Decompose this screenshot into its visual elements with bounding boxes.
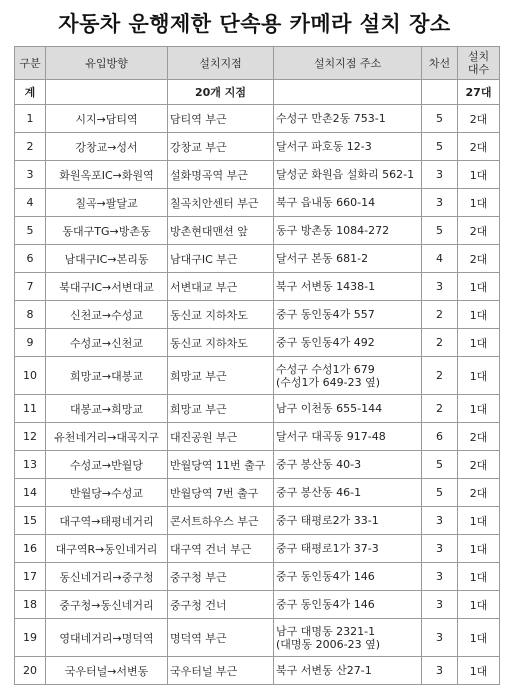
row-count: 2대 [458, 217, 500, 245]
row-site: 강창교 부근 [168, 133, 274, 161]
table-row [15, 657, 500, 685]
row-number: 8 [15, 301, 46, 329]
row-direction: 시지→담티역 [46, 105, 168, 133]
row-address-line2: (대명동 2006-23 옆) [276, 637, 381, 651]
row-lanes: 3 [422, 591, 458, 619]
row-lanes: 5 [422, 451, 458, 479]
row-address: 남구 이천동 655-144 [274, 395, 422, 423]
row-number: 20 [15, 657, 46, 685]
row-direction: 대구역R→동인네거리 [46, 535, 168, 563]
row-direction: 칠곡→팔달교 [46, 189, 168, 217]
row-lanes: 3 [422, 535, 458, 563]
row-site: 희망교 부근 [168, 395, 274, 423]
row-number: 11 [15, 395, 46, 423]
table-row [15, 619, 500, 657]
row-number: 16 [15, 535, 46, 563]
header-site: 설치지점 [168, 47, 274, 80]
row-address-line1: 수성구 수성1가 679 [276, 362, 375, 376]
row-number: 2 [15, 133, 46, 161]
row-direction: 남대구IC→본리동 [46, 245, 168, 273]
table-row [15, 451, 500, 479]
row-number: 1 [15, 105, 46, 133]
table-row [15, 423, 500, 451]
table-row [15, 133, 500, 161]
row-lanes: 3 [422, 657, 458, 685]
total-lanes-cell [422, 80, 458, 105]
row-count: 1대 [458, 619, 500, 657]
row-site: 콘서트하우스 부근 [168, 507, 274, 535]
row-lanes: 5 [422, 217, 458, 245]
row-direction: 희망교→대봉교 [46, 357, 168, 395]
row-direction: 중구청→동신네거리 [46, 591, 168, 619]
header-address: 설치지점 주소 [274, 47, 422, 80]
row-direction: 동신네거리→중구청 [46, 563, 168, 591]
row-direction: 대봉교→희망교 [46, 395, 168, 423]
total-label: 계 [15, 80, 46, 105]
row-direction: 국우터널→서변동 [46, 657, 168, 685]
row-address: 중구 동인동4가 492 [274, 329, 422, 357]
row-lanes: 5 [422, 133, 458, 161]
row-count: 1대 [458, 273, 500, 301]
row-site: 명덕역 부근 [168, 619, 274, 657]
row-address: 중구 동인동4가 557 [274, 301, 422, 329]
row-lanes: 5 [422, 479, 458, 507]
table-row [15, 535, 500, 563]
row-direction: 대구역→태평네거리 [46, 507, 168, 535]
total-site: 20개 지점 [168, 80, 274, 105]
table-row [15, 563, 500, 591]
camera-location-table [14, 46, 500, 685]
row-lanes: 3 [422, 161, 458, 189]
row-address: 중구 태평로2가 33-1 [274, 507, 422, 535]
header-no: 구분 [15, 47, 46, 80]
row-address: 중구 봉산동 40-3 [274, 451, 422, 479]
row-site: 칠곡치안센터 부근 [168, 189, 274, 217]
row-site: 남대구IC 부근 [168, 245, 274, 273]
row-lanes: 6 [422, 423, 458, 451]
table-row [15, 105, 500, 133]
row-site: 반월당역 11번 출구 [168, 451, 274, 479]
row-count: 2대 [458, 479, 500, 507]
total-address-cell [274, 80, 422, 105]
row-address: 수성구 만촌2동 753-1 [274, 105, 422, 133]
row-count: 1대 [458, 357, 500, 395]
row-number: 19 [15, 619, 46, 657]
table-row [15, 357, 500, 395]
row-address [274, 619, 422, 657]
row-address: 북구 서변동 산27-1 [274, 657, 422, 685]
header-count [458, 47, 500, 80]
row-site: 설화명곡역 부근 [168, 161, 274, 189]
row-direction: 화원옥포IC→화원역 [46, 161, 168, 189]
row-direction: 북대구IC→서변대교 [46, 273, 168, 301]
row-site: 국우터널 부근 [168, 657, 274, 685]
row-number: 3 [15, 161, 46, 189]
row-count: 2대 [458, 133, 500, 161]
row-lanes: 3 [422, 507, 458, 535]
row-address-line2: (수성1가 649-23 옆) [276, 375, 381, 389]
row-direction: 영대네거리→명덕역 [46, 619, 168, 657]
row-address-line1: 남구 대명동 2321-1 [276, 624, 376, 638]
row-lanes: 3 [422, 619, 458, 657]
row-site: 반월당역 7번 출구 [168, 479, 274, 507]
row-direction: 수성교→반월당 [46, 451, 168, 479]
row-address: 중구 동인동4가 146 [274, 563, 422, 591]
row-address: 달서구 대곡동 917-48 [274, 423, 422, 451]
row-count: 2대 [458, 105, 500, 133]
row-count: 1대 [458, 591, 500, 619]
table-row [15, 245, 500, 273]
row-lanes: 3 [422, 189, 458, 217]
row-site: 대진공원 부근 [168, 423, 274, 451]
row-lanes: 4 [422, 245, 458, 273]
row-site: 서변대교 부근 [168, 273, 274, 301]
row-number: 6 [15, 245, 46, 273]
table-row [15, 189, 500, 217]
row-number: 10 [15, 357, 46, 395]
table-row [15, 217, 500, 245]
row-address: 북구 읍내동 660-14 [274, 189, 422, 217]
row-number: 18 [15, 591, 46, 619]
header-lanes: 차선 [422, 47, 458, 80]
table-header [15, 47, 500, 80]
row-number: 14 [15, 479, 46, 507]
table-row [15, 329, 500, 357]
row-direction: 수성교→신천교 [46, 329, 168, 357]
row-count: 1대 [458, 507, 500, 535]
row-address: 달서구 본동 681-2 [274, 245, 422, 273]
row-site: 중구청 건너 [168, 591, 274, 619]
row-number: 15 [15, 507, 46, 535]
row-count: 1대 [458, 395, 500, 423]
row-count: 1대 [458, 189, 500, 217]
header-count-line2: 대수 [467, 63, 490, 76]
row-count: 1대 [458, 563, 500, 591]
row-number: 17 [15, 563, 46, 591]
row-lanes: 2 [422, 301, 458, 329]
document-title: 자동차 운행제한 단속용 카메라 설치 장소 [58, 12, 451, 36]
table-body [15, 80, 500, 685]
row-site: 중구청 부근 [168, 563, 274, 591]
row-number: 5 [15, 217, 46, 245]
total-count: 27대 [458, 80, 500, 105]
total-row [15, 80, 500, 105]
table-row [15, 507, 500, 535]
table-row [15, 591, 500, 619]
row-lanes: 2 [422, 329, 458, 357]
table-row [15, 395, 500, 423]
header-direction: 유입방향 [46, 47, 168, 80]
row-address: 중구 동인동4가 146 [274, 591, 422, 619]
table-row [15, 161, 500, 189]
row-number: 7 [15, 273, 46, 301]
row-lanes: 3 [422, 273, 458, 301]
row-number: 12 [15, 423, 46, 451]
row-site: 희망교 부근 [168, 357, 274, 395]
row-direction: 반월당→수성교 [46, 479, 168, 507]
row-direction: 유천네거리→대곡지구 [46, 423, 168, 451]
header-row [15, 47, 500, 80]
row-count: 1대 [458, 657, 500, 685]
row-address: 중구 태평로1가 37-3 [274, 535, 422, 563]
row-lanes: 2 [422, 395, 458, 423]
total-direction-cell [46, 80, 168, 105]
row-number: 9 [15, 329, 46, 357]
row-number: 4 [15, 189, 46, 217]
row-count: 2대 [458, 423, 500, 451]
row-number: 13 [15, 451, 46, 479]
row-lanes: 5 [422, 105, 458, 133]
table-row [15, 273, 500, 301]
row-address: 달성군 화원읍 설화리 562-1 [274, 161, 422, 189]
row-lanes: 3 [422, 563, 458, 591]
row-count: 1대 [458, 161, 500, 189]
row-count: 2대 [458, 245, 500, 273]
row-direction: 강창교→성서 [46, 133, 168, 161]
row-site: 대구역 건너 부근 [168, 535, 274, 563]
row-address [274, 357, 422, 395]
row-address: 동구 방촌동 1084-272 [274, 217, 422, 245]
row-count: 1대 [458, 301, 500, 329]
row-address: 북구 서변동 1438-1 [274, 273, 422, 301]
table-row [15, 301, 500, 329]
table-row [15, 479, 500, 507]
row-address: 달서구 파호동 12-3 [274, 133, 422, 161]
row-count: 1대 [458, 535, 500, 563]
row-lanes: 2 [422, 357, 458, 395]
row-site: 동신교 지하차도 [168, 329, 274, 357]
row-direction: 신천교→수성교 [46, 301, 168, 329]
header-count-line1: 설치 [467, 50, 490, 63]
row-site: 방촌현대맨션 앞 [168, 217, 274, 245]
row-count: 1대 [458, 329, 500, 357]
row-site: 담티역 부근 [168, 105, 274, 133]
row-address: 중구 봉산동 46-1 [274, 479, 422, 507]
row-direction: 동대구TG→방촌동 [46, 217, 168, 245]
row-count: 2대 [458, 451, 500, 479]
row-site: 동신교 지하차도 [168, 301, 274, 329]
